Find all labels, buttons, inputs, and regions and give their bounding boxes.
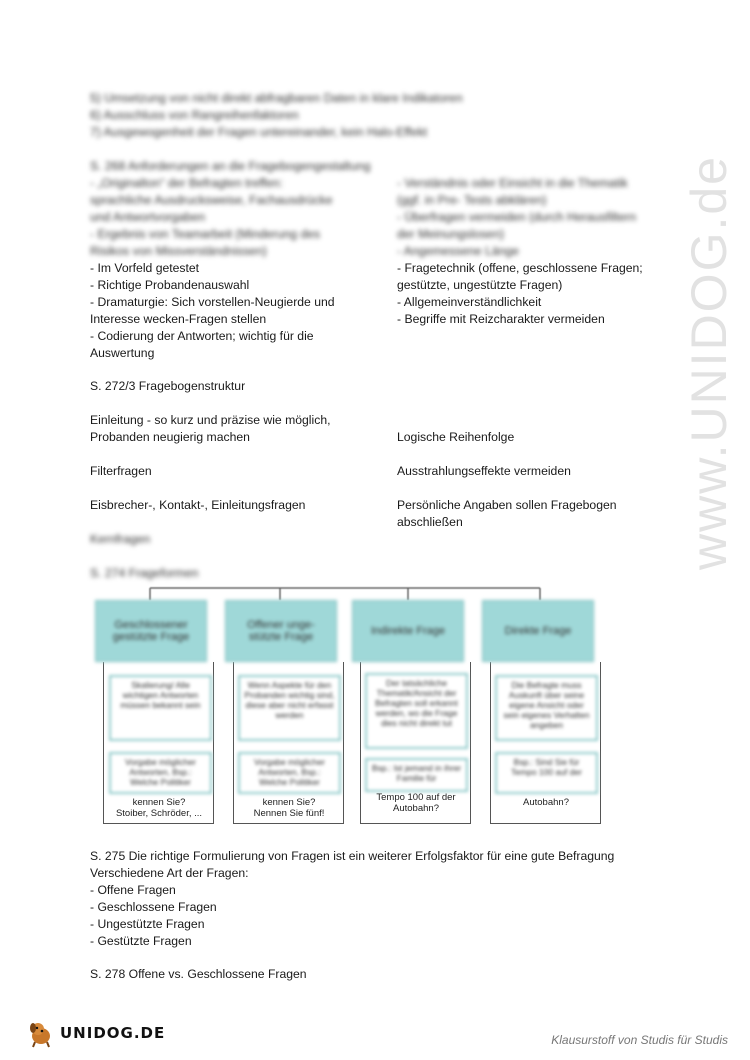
text-line: - Dramaturgie: Sich vorstellen-Neugierde und (90, 295, 335, 309)
diagram-header: Indirekte Frage (352, 600, 464, 662)
text-line: - Gestützte Fragen (90, 934, 192, 948)
text-line: Probanden neugierig machen (90, 430, 250, 444)
text-line: - Im Vorfeld getestet (90, 261, 200, 275)
diagram-box: Skalierung/ Alle wichtigen Antworten müssen bekannt sein (109, 675, 212, 741)
example-line: Tempo 100 auf der (376, 792, 456, 803)
section-274-heading: S. 274 Frageformen (90, 566, 199, 580)
blurred-line: sprachliche Ausdrucksweise, Fachausdrücke (90, 193, 333, 207)
blurred-line: 5) Umsetzung von nicht direkt abfragbaren Daten in klare Indikatoren (90, 91, 463, 105)
blurred-line: 7) Ausgewogenheit der Fragen untereinander, kein Halo-Effekt (90, 125, 428, 139)
blurred-line: (ggf. in Pre- Tests abklären) (397, 193, 547, 207)
diagram-box: Vorgabe möglicher Antworten, Bsp.: Welche Politiker (238, 752, 341, 794)
example-line: kennen Sie? (132, 797, 186, 808)
blurred-line: der Meinungslosen) (397, 227, 505, 241)
text-line: Persönliche Angaben sollen Fragebogen (397, 498, 617, 512)
diagram-box: Wenn Aspekte für den Probanden wichtig sind, diese aber nicht erfasst werden (238, 675, 341, 741)
diagram-example (236, 797, 342, 819)
text-line: - Allgemeinverständlichkeit (397, 295, 542, 309)
blurred-line: und Antwortvorgaben (90, 210, 206, 224)
diagram-box: Der tatsächliche Thematik/Ansicht der Befragten soll erkannt werden, wo die Frage dies nicht direkt tut (365, 673, 468, 749)
example-line: Autobahn? (523, 797, 569, 808)
text-line: - Richtige Probandenauswahl (90, 278, 250, 292)
text-line: Filterfragen (90, 464, 152, 478)
text-line: Interesse wecken-Fragen stellen (90, 312, 267, 326)
unidog-logo (26, 1018, 165, 1048)
watermark: www.UNIDOG.de (681, 155, 737, 570)
text-line: abschließen (397, 515, 463, 529)
text-line: - Codierung der Antworten; wichtig für die (90, 329, 314, 343)
diagram-header: Offener unge- stützte Frage (225, 600, 337, 662)
diagram-header: Direkte Frage (482, 600, 594, 662)
text-line: Eisbrecher-, Kontakt-, Einleitungsfragen (90, 498, 306, 512)
blurred-line: 6) Ausschluss von Rangreihenfaktoren (90, 108, 299, 122)
footer-note: Klausurstoff von Studis für Studis (551, 1033, 728, 1047)
section-278-heading: S. 278 Offene vs. Geschlossene Fragen (90, 967, 307, 981)
blurred-line: - Verständnis oder Einsicht in die Thematik (397, 176, 628, 190)
dog-icon (26, 1018, 56, 1048)
diagram-example (493, 797, 599, 808)
diagram-box: Die Befragte muss Auskunft über seine eigene Ansicht oder sein eigenes Verhalten angeben (495, 675, 598, 741)
text-line: gestützte, ungestützte Fragen) (397, 278, 563, 292)
diagram-example (363, 792, 469, 814)
diagram-header: Geschlossener gestützte Frage (95, 600, 207, 662)
logo-text: UNIDOG.DE (60, 1024, 166, 1042)
diagram-example (106, 797, 212, 819)
section-272-heading: S. 272/3 Fragebogenstruktur (90, 379, 246, 393)
diagram-box: Vorgabe möglicher Antworten, Bsp.: Welche Politiker (109, 752, 212, 794)
example-line: Stoiber, Schröder, ... (115, 808, 203, 819)
blurred-line: Risikos von Missverständnissen) (90, 244, 267, 258)
blurred-line: - Angemessene Länge (397, 244, 519, 258)
section-268-heading: S. 268 Anforderungen an die Fragebogengestaltung (90, 159, 371, 173)
diagram-box: Bsp.: Ist jemand in ihrer Familie für (365, 758, 468, 792)
example-line: kennen Sie? (262, 797, 316, 808)
text-line: Auswertung (90, 346, 155, 360)
text-line: S. 275 Die richtige Formulierung von Fragen ist ein weiterer Erfolgsfaktor für eine gute Befragung (90, 849, 615, 863)
blurred-line: - „Originalton“ der Befragten treffen: (90, 176, 283, 190)
text-line: Logische Reihenfolge (397, 430, 515, 444)
blurred-line: Kernfragen (90, 532, 151, 546)
text-line: Verschiedene Art der Fragen: (90, 866, 249, 880)
text-line: Ausstrahlungseffekte vermeiden (397, 464, 571, 478)
text-line: Einleitung - so kurz und präzise wie möglich, (90, 413, 331, 427)
text-line: - Fragetechnik (offene, geschlossene Fragen; (397, 261, 643, 275)
blurred-line: - Ergebnis von Teamarbeit (Minderung des (90, 227, 321, 241)
text-line: - Ungestützte Fragen (90, 917, 205, 931)
text-line: - Offene Fragen (90, 883, 176, 897)
text-line: - Geschlossene Fragen (90, 900, 217, 914)
example-line: Nennen Sie fünf! (253, 808, 325, 819)
blurred-line: - Überfragen vermeiden (durch Herausfiltern (397, 210, 637, 224)
example-line: Autobahn? (393, 803, 439, 814)
diagram-box: Bsp.: Sind Sie für Tempo 100 auf der (495, 752, 598, 794)
text-line: - Begriffe mit Reizcharakter vermeiden (397, 312, 605, 326)
